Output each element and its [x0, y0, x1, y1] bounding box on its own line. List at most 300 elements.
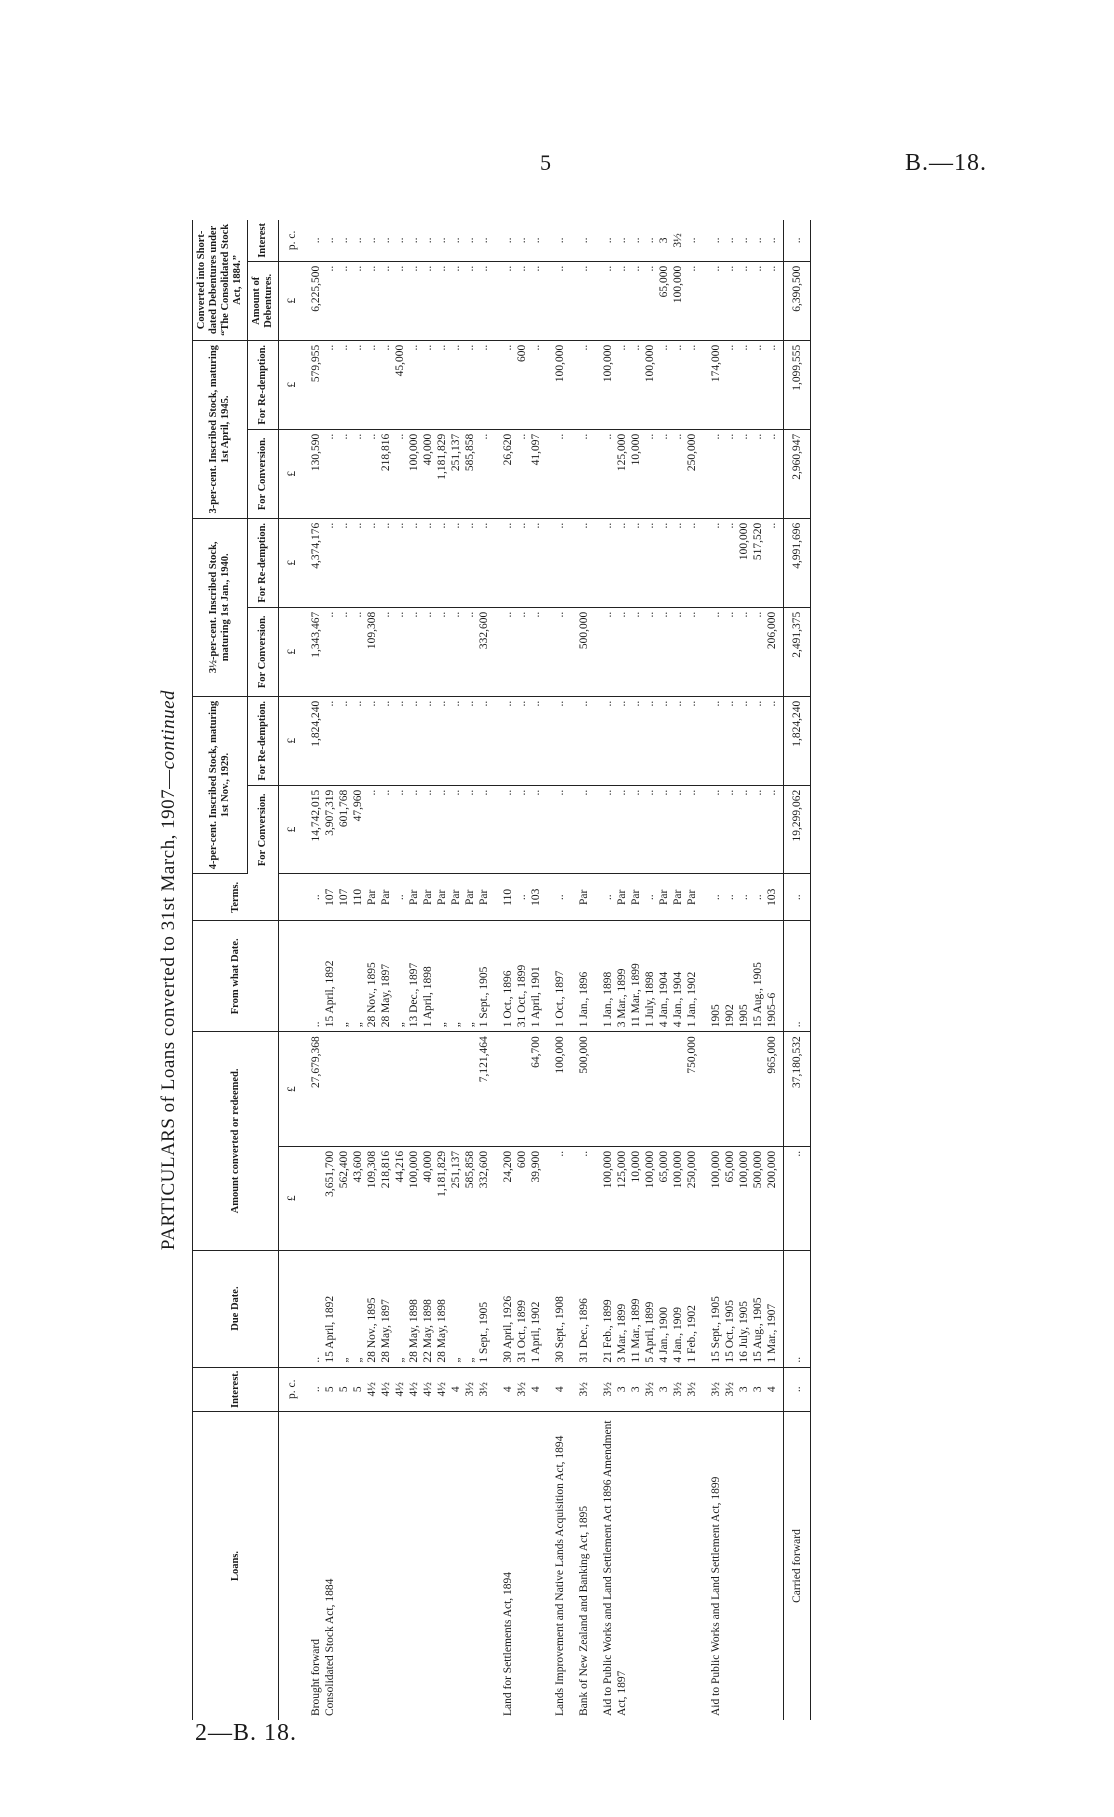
4pc-redemption-value: ..	[686, 700, 698, 707]
3pc-conversion-value: ..	[672, 433, 684, 440]
4pc-redemption-cell	[595, 696, 703, 785]
from-date-value: 1 April, 1898	[422, 966, 434, 1028]
header-4pc-redemption: For Re-demption.	[248, 696, 279, 785]
amount-total-value	[615, 1036, 629, 1142]
4pc-conversion-value: ..	[554, 789, 566, 796]
interest-value: 5	[352, 1386, 364, 1393]
4pc-redemption-value: ..	[644, 700, 656, 707]
from-date-value: 1 Oct., 1897	[554, 970, 566, 1028]
35pc-conversion-cell	[571, 607, 595, 696]
35pc-conversion-value: ..	[338, 611, 350, 618]
3pc-redemption-cell	[571, 340, 595, 429]
4pc-redemption-value: ..	[658, 700, 670, 707]
from-date-value: 1905	[710, 1004, 722, 1028]
total-3pc-conversion: 2,960,947	[784, 429, 811, 518]
due-date-value: 28 Nov., 1895	[366, 1297, 378, 1363]
total-interest: ..	[784, 1367, 811, 1411]
due-date-value: 4 Jan., 1909	[672, 1306, 684, 1363]
interest-value: 3	[616, 1386, 628, 1393]
debenture-amount-cell	[595, 261, 703, 340]
debenture-interest-value: ..	[464, 237, 476, 244]
interest-value: 3½	[516, 1382, 528, 1397]
35pc-conversion-cell	[303, 607, 495, 696]
total-35pc-conversion: 2,491,375	[784, 607, 811, 696]
from-date-value: „	[450, 1022, 462, 1028]
from-date-value: „	[436, 1022, 448, 1028]
due-date-value: 5 April, 1899	[644, 1301, 656, 1363]
debenture-interest-value: ..	[338, 237, 350, 244]
amount-total-value	[393, 1036, 407, 1142]
amount-total-cell	[595, 1032, 703, 1147]
debenture-interest-cell	[595, 220, 703, 261]
35pc-redemption-value: ..	[658, 522, 670, 529]
due-date-value: 30 April, 1926	[502, 1295, 514, 1363]
4pc-conversion-value: ..	[502, 789, 514, 796]
debenture-interest-cell	[303, 220, 495, 261]
from-date-value: 1 Jan., 1902	[686, 971, 698, 1028]
amount-value: 100,000	[738, 1150, 750, 1189]
4pc-redemption-value: ..	[710, 700, 722, 707]
amount-total-value: 750,000	[686, 1036, 698, 1074]
interest-value: 3½	[686, 1382, 698, 1397]
debenture-amount-value: ..	[380, 265, 392, 272]
amount-total-value: 7,121,464	[478, 1036, 490, 1083]
4pc-redemption-value: ..	[602, 700, 614, 707]
35pc-redemption-value: ..	[644, 522, 656, 529]
from-date-value: 3 Mar., 1899	[616, 968, 628, 1028]
debenture-interest-value: ..	[516, 237, 528, 244]
terms-value: 110	[352, 888, 364, 906]
3pc-redemption-value: ..	[686, 344, 698, 351]
4pc-conversion-value: ..	[766, 789, 778, 796]
amount-value: 43,600	[352, 1150, 364, 1183]
3pc-redemption-value: ..	[436, 344, 448, 351]
amount-total-value	[629, 1036, 643, 1142]
3pc-conversion-value: 585,858	[464, 433, 476, 472]
35pc-conversion-value: ..	[602, 611, 614, 618]
3pc-redemption-value: ..	[630, 344, 642, 351]
35pc-redemption-value: ..	[710, 522, 722, 529]
interest-value: 4½	[366, 1382, 378, 1397]
3pc-conversion-value: ..	[658, 433, 670, 440]
terms-value: ..	[554, 894, 566, 901]
units-due	[279, 1250, 304, 1367]
amount-total-value	[709, 1036, 723, 1142]
4pc-conversion-cell	[595, 785, 703, 874]
4pc-redemption-value: ..	[324, 700, 336, 707]
amount-total-value: 27,679,368	[310, 1036, 322, 1089]
3pc-conversion-value: ..	[478, 433, 490, 440]
amount-total-value	[601, 1036, 615, 1142]
table-row	[303, 220, 495, 1720]
loan-name: Bank of New Zealand and Banking Act, 1895	[578, 1505, 590, 1716]
debenture-amount-value: ..	[630, 265, 642, 272]
loan-name: Land for Settlements Act, 1894	[502, 1571, 514, 1716]
35pc-conversion-value: ..	[450, 611, 462, 618]
35pc-conversion-value: 206,000	[766, 611, 778, 650]
3pc-conversion-cell	[703, 429, 784, 518]
35pc-redemption-value: ..	[324, 522, 336, 529]
4pc-redemption-value: ..	[436, 700, 448, 707]
4pc-redemption-value: ..	[752, 700, 764, 707]
3pc-redemption-value: ..	[752, 344, 764, 351]
3pc-redemption-cell	[547, 340, 571, 429]
4pc-redemption-value: ..	[724, 700, 736, 707]
table-row	[547, 220, 571, 1720]
35pc-redemption-value: ..	[530, 522, 542, 529]
4pc-conversion-value: ..	[422, 789, 434, 796]
amount-total-value	[379, 1036, 393, 1142]
loan-cell	[595, 1412, 703, 1721]
35pc-conversion-value: ..	[672, 611, 684, 618]
35pc-redemption-value: ..	[338, 522, 350, 529]
amount-total-cell	[547, 1032, 571, 1147]
sheet-reference: B.—18.	[905, 150, 988, 176]
3pc-conversion-value: ..	[394, 433, 406, 440]
header-35pc-conversion: For Conversion.	[248, 607, 279, 696]
interest-value: 3	[630, 1386, 642, 1393]
4pc-conversion-value: ..	[630, 789, 642, 796]
from-date-value: 31 Oct., 1899	[516, 964, 528, 1028]
amount-cell	[595, 1146, 703, 1250]
interest-cell	[595, 1367, 703, 1411]
debenture-amount-value: ..	[502, 265, 514, 272]
3pc-redemption-value: ..	[578, 344, 590, 351]
amount-value: 100,000	[408, 1150, 420, 1189]
4pc-conversion-value: 14,742,015	[310, 789, 322, 842]
debenture-amount-cell	[303, 261, 495, 340]
debenture-interest-value: ..	[766, 237, 778, 244]
total-4pc-redemption: 1,824,240	[784, 696, 811, 785]
interest-value: 4½	[394, 1382, 406, 1397]
3pc-redemption-cell	[595, 340, 703, 429]
debenture-amount-value: ..	[338, 265, 350, 272]
due-date-value: 1 Mar., 1907	[766, 1303, 778, 1363]
units-interest: p. c.	[279, 1367, 304, 1411]
units-loan	[279, 1412, 304, 1721]
due-date-value: 21 Feb., 1899	[602, 1299, 614, 1363]
3pc-conversion-value: ..	[710, 433, 722, 440]
debenture-amount-cell	[547, 261, 571, 340]
due-date-cell	[303, 1250, 495, 1367]
4pc-conversion-value: ..	[724, 789, 736, 796]
3pc-conversion-value: 1,181,829	[436, 433, 448, 480]
debenture-interest-value: ..	[644, 237, 656, 244]
4pc-redemption-value: ..	[380, 700, 392, 707]
amount-total-value	[671, 1036, 685, 1142]
4pc-redemption-value: ..	[630, 700, 642, 707]
amount-total-value	[463, 1036, 477, 1142]
3pc-conversion-value: ..	[724, 433, 736, 440]
35pc-conversion-value: ..	[352, 611, 364, 618]
amount-total-value: 64,700	[530, 1036, 542, 1068]
from-date-value: 1 April, 1901	[530, 966, 542, 1028]
debenture-interest-value: ..	[578, 237, 590, 244]
interest-value: 4	[530, 1386, 542, 1393]
due-date-cell	[595, 1250, 703, 1367]
35pc-redemption-cell	[495, 518, 547, 607]
debenture-amount-value: ..	[578, 265, 590, 272]
interest-cell	[571, 1367, 595, 1411]
debenture-amount-value: ..	[394, 265, 406, 272]
amount-value: 200,000	[766, 1150, 778, 1189]
3pc-redemption-value: ..	[464, 344, 476, 351]
3pc-redemption-value: ..	[324, 344, 336, 351]
4pc-redemption-value: ..	[672, 700, 684, 707]
3pc-redemption-value: ..	[450, 344, 462, 351]
4pc-redemption-cell	[547, 696, 571, 785]
total-due-date: ..	[784, 1250, 811, 1367]
loan-name: Aid to Public Works and Land Settlement Act 1896 Amendment Act, 1897	[602, 1420, 628, 1716]
3pc-redemption-value: ..	[530, 344, 542, 351]
4pc-redemption-value: ..	[554, 700, 566, 707]
4pc-redemption-value: ..	[766, 700, 778, 707]
due-date-value: 28 May, 1897	[380, 1299, 392, 1363]
amount-total-value	[435, 1036, 449, 1142]
35pc-conversion-cell	[547, 607, 571, 696]
4pc-redemption-value: ..	[366, 700, 378, 707]
due-date-value: 15 Aug., 1905	[752, 1297, 764, 1363]
35pc-redemption-value: ..	[380, 522, 392, 529]
from-date-cell	[703, 921, 784, 1032]
4pc-redemption-value: ..	[516, 700, 528, 707]
interest-value: 3½	[478, 1382, 490, 1397]
debenture-interest-value: ..	[530, 237, 542, 244]
debenture-amount-value: ..	[686, 265, 698, 272]
35pc-conversion-value: 500,000	[578, 611, 590, 650]
terms-value: Par	[464, 889, 476, 905]
debenture-amount-value: ..	[352, 265, 364, 272]
3pc-conversion-value: ..	[324, 433, 336, 440]
4pc-redemption-cell	[495, 696, 547, 785]
from-date-value: 11 Mar., 1899	[630, 963, 642, 1028]
header-4pc-conversion: For Conversion.	[248, 785, 279, 874]
debenture-interest-cell	[547, 220, 571, 261]
interest-value: 3	[658, 1386, 670, 1393]
amount-value: 332,600	[478, 1150, 490, 1189]
amount-value: 65,000	[658, 1150, 670, 1183]
header-loans: Loans.	[193, 1412, 279, 1721]
debenture-amount-value: ..	[724, 265, 736, 272]
loans-table	[192, 220, 811, 1720]
35pc-redemption-cell	[571, 518, 595, 607]
amount-cell	[703, 1146, 784, 1250]
amount-total-value	[323, 1036, 337, 1142]
due-date-value: 15 Oct., 1905	[724, 1299, 736, 1363]
units-c3: £	[279, 429, 304, 518]
4pc-redemption-value: ..	[352, 700, 364, 707]
debenture-amount-value: ..	[710, 265, 722, 272]
4pc-conversion-value: 3,907,319	[324, 789, 336, 836]
loan-cell	[703, 1412, 784, 1721]
terms-value: ..	[602, 894, 614, 901]
amount-value: 39,900	[530, 1150, 542, 1183]
due-date-value: „	[464, 1357, 476, 1363]
debenture-amount-value: ..	[516, 265, 528, 272]
3pc-redemption-value: ..	[738, 344, 750, 351]
from-date-value: „	[464, 1022, 476, 1028]
debenture-amount-cell	[571, 261, 595, 340]
amount-total-cell	[703, 1032, 784, 1147]
4pc-redemption-value: ..	[502, 700, 514, 707]
35pc-conversion-value: ..	[436, 611, 448, 618]
amount-total-value	[737, 1036, 751, 1142]
loan-cell	[547, 1412, 571, 1721]
35pc-conversion-value: ..	[724, 611, 736, 618]
debenture-interest-value: ..	[450, 237, 462, 244]
debenture-amount-value: ..	[436, 265, 448, 272]
35pc-conversion-cell	[703, 607, 784, 696]
35pc-conversion-value: ..	[616, 611, 628, 618]
4pc-conversion-cell	[303, 785, 495, 874]
3pc-conversion-value: 26,620	[502, 433, 514, 466]
from-date-cell	[303, 921, 495, 1032]
interest-value: 5	[338, 1386, 350, 1393]
35pc-redemption-value: ..	[602, 522, 614, 529]
4pc-conversion-value: ..	[672, 789, 684, 796]
table-row	[495, 220, 547, 1720]
amount-value: 500,000	[752, 1150, 764, 1189]
amount-value: 44,216	[394, 1150, 406, 1183]
amount-total-cell	[303, 1032, 495, 1147]
35pc-conversion-value: ..	[324, 611, 336, 618]
total-debenture-interest: ..	[784, 220, 811, 261]
4pc-redemption-value: ..	[338, 700, 350, 707]
amount-total-value	[515, 1036, 529, 1142]
due-date-value: 15 Sept., 1905	[710, 1296, 722, 1363]
4pc-conversion-value: ..	[516, 789, 528, 796]
3pc-redemption-value: 100,000	[554, 344, 566, 383]
loan-cell	[571, 1412, 595, 1721]
due-date-value: 1 April, 1902	[530, 1301, 542, 1363]
debenture-amount-value: ..	[752, 265, 764, 272]
due-date-value: 1 Feb., 1902	[686, 1305, 698, 1363]
debenture-interest-value: 3½	[672, 233, 684, 248]
4pc-conversion-cell	[703, 785, 784, 874]
35pc-redemption-value: ..	[554, 522, 566, 529]
35pc-redemption-cell	[303, 518, 495, 607]
units-from	[279, 921, 304, 1032]
amount-value: 24,200	[502, 1150, 514, 1183]
amount-total-value	[657, 1036, 671, 1142]
35pc-redemption-value: ..	[766, 522, 778, 529]
debenture-amount-value: ..	[602, 265, 614, 272]
debenture-interest-value: ..	[422, 237, 434, 244]
3pc-conversion-value: 125,000	[616, 433, 628, 472]
due-date-value: 1 Sept., 1905	[478, 1301, 490, 1363]
interest-value: 4½	[380, 1382, 392, 1397]
amount-total-value: 965,000	[766, 1036, 778, 1074]
4pc-conversion-value: ..	[478, 789, 490, 796]
4pc-conversion-value: ..	[602, 789, 614, 796]
rotated-table-container	[150, 220, 960, 1720]
3pc-conversion-value: ..	[516, 433, 528, 440]
4pc-conversion-value: ..	[686, 789, 698, 796]
3pc-redemption-value: 174,000	[710, 344, 722, 383]
due-date-value: 31 Oct., 1899	[516, 1299, 528, 1363]
header-amount: Amount converted or redeemed.	[193, 1032, 279, 1250]
total-terms: ..	[784, 874, 811, 921]
35pc-redemption-value: ..	[502, 522, 514, 529]
debenture-interest-cell	[571, 220, 595, 261]
3pc-redemption-value: ..	[658, 344, 670, 351]
units-row	[279, 220, 304, 1720]
amount-value: ..	[554, 1150, 566, 1157]
carried-forward-label: Carried forward	[784, 1412, 811, 1721]
amount-value: 3,651,700	[324, 1150, 336, 1197]
interest-value: 3½	[710, 1382, 722, 1397]
footer-sheet-reference: 2—B. 18.	[195, 1720, 298, 1746]
amount-cell	[547, 1146, 571, 1250]
debenture-amount-value: ..	[530, 265, 542, 272]
4pc-conversion-value: ..	[530, 789, 542, 796]
debenture-interest-value: ..	[478, 237, 490, 244]
debenture-interest-value: ..	[324, 237, 336, 244]
units-amount: £	[279, 1146, 304, 1250]
header-from-date: From what Date.	[193, 921, 279, 1032]
terms-value: 103	[530, 888, 542, 906]
from-date-value: „	[352, 1022, 364, 1028]
interest-value: 4	[766, 1386, 778, 1393]
total-amount-total: 37,180,532	[784, 1032, 811, 1147]
amount-value: 585,858	[464, 1150, 476, 1189]
3pc-redemption-value: ..	[672, 344, 684, 351]
35pc-redemption-value: 100,000	[738, 522, 750, 561]
header-3pc-redemption: For Re-demption.	[248, 340, 279, 429]
3pc-conversion-cell	[571, 429, 595, 518]
amount-total-cell	[571, 1032, 595, 1147]
table-title	[158, 220, 180, 1720]
35pc-redemption-value: ..	[478, 522, 490, 529]
interest-value: 3½	[602, 1382, 614, 1397]
debenture-interest-value: ..	[738, 237, 750, 244]
3pc-redemption-cell	[703, 340, 784, 429]
debenture-interest-cell	[703, 220, 784, 261]
header-3pc-conversion: For Conversion.	[248, 429, 279, 518]
due-date-value: „	[352, 1357, 364, 1363]
4pc-conversion-value: ..	[464, 789, 476, 796]
3pc-redemption-value: ..	[366, 344, 378, 351]
terms-value: Par	[672, 889, 684, 905]
debenture-interest-value: ..	[436, 237, 448, 244]
35pc-conversion-value: 332,600	[478, 611, 490, 650]
debenture-amount-cell	[495, 261, 547, 340]
units-r4: £	[279, 696, 304, 785]
from-date-value: 15 April, 1892	[324, 960, 336, 1028]
35pc-redemption-value: ..	[616, 522, 628, 529]
debenture-interest-value: ..	[630, 237, 642, 244]
4pc-redemption-value: ..	[422, 700, 434, 707]
header-group-debentures: Converted into Short-dated Debentures under “The Consolidated Stock Act, 1884.”	[193, 220, 248, 340]
table-body	[279, 220, 811, 1720]
due-date-value: „	[394, 1357, 406, 1363]
35pc-redemption-value: ..	[352, 522, 364, 529]
terms-cell	[303, 874, 495, 921]
from-date-value: ..	[310, 1021, 322, 1028]
debenture-amount-value: ..	[644, 265, 656, 272]
debenture-interest-value: ..	[554, 237, 566, 244]
4pc-redemption-value: ..	[478, 700, 490, 707]
debenture-amount-cell	[703, 261, 784, 340]
header-debenture-interest: Interest	[248, 220, 279, 261]
due-date-value: 30 Sept., 1908	[554, 1296, 566, 1363]
4pc-conversion-value: ..	[578, 789, 590, 796]
3pc-redemption-value: ..	[338, 344, 350, 351]
terms-value: Par	[380, 889, 392, 905]
terms-value: ..	[644, 894, 656, 901]
due-date-value: 22 May, 1898	[422, 1299, 434, 1363]
debenture-interest-value: ..	[502, 237, 514, 244]
